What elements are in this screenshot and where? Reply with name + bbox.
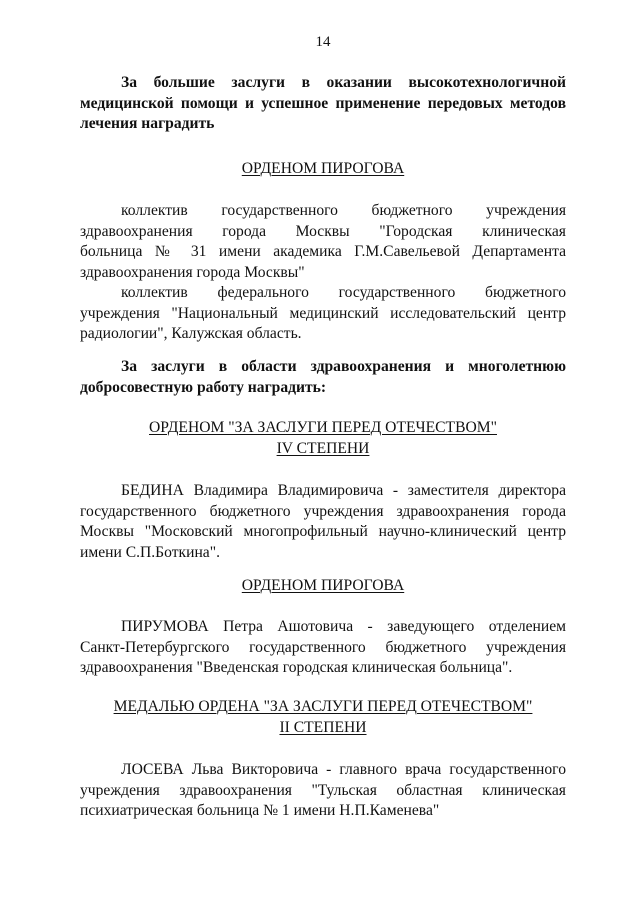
section1-intro-line: лечения наградить — [80, 115, 215, 132]
recipient-line: ЛОСЕВА Льва Викторовича - главного врача государственного — [121, 761, 566, 778]
recipient-line: учреждения здравоохранения "Тульская областная клиническая — [80, 781, 566, 799]
recipient-line: здравоохранения города Москвы" — [80, 263, 305, 281]
award-heading-medal-ii — [80, 697, 566, 738]
award-heading-degree: IV СТЕПЕНИ — [276, 439, 370, 457]
section2-recipient-bedin — [80, 481, 566, 563]
recipient-line: коллектив государственного бюджетного учреждения — [121, 202, 566, 219]
section2-intro — [80, 357, 566, 398]
page-number: 14 — [315, 34, 331, 50]
recipient-line: БЕДИНА Владимира Владимировича - заместителя директора — [121, 482, 566, 499]
recipient-line: учреждения "Национальный медицинский исследовательский центр — [80, 304, 566, 322]
recipient-line: радиологии", Калужская область. — [80, 325, 302, 342]
award-heading-text: ОРДЕНОМ "ЗА ЗАСЛУГИ ПЕРЕД ОТЕЧЕСТВОМ" — [149, 419, 497, 436]
recipient-line: психиатрическая больница № 1 имени Н.П.Каменева" — [80, 802, 440, 819]
recipient-line: имени С.П.Боткина". — [80, 543, 220, 561]
section1-intro-line: медицинской помощи и успешное применение передовых методов — [80, 94, 566, 112]
recipient-line: Москвы "Московский многопрофильный научно-клинический центр — [80, 523, 566, 540]
recipient-line: больница № 31 имени академика Г.М.Савельевой Департамента — [80, 243, 566, 260]
recipient-line: здравоохранения "Введенская городская клиническая больница". — [80, 659, 513, 676]
section2-recipient-losev — [80, 760, 566, 822]
recipient-line: государственного бюджетного учреждения здравоохранения города — [80, 502, 566, 520]
award-heading-text: ОРДЕНОМ ПИРОГОВА — [241, 577, 405, 594]
section2-intro-line: За заслуги в области здравоохранения и многолетнюю — [121, 358, 566, 375]
section2-intro-line: добросовестную работу наградить: — [80, 378, 327, 396]
section1-recipient1 — [80, 201, 566, 283]
award-heading-merit-iv — [80, 418, 566, 459]
recipient-line: здравоохранения города Москвы "Городская клиническая — [80, 222, 566, 240]
award-heading-degree: II СТЕПЕНИ — [279, 718, 367, 736]
award-heading-pirogov-2 — [80, 576, 566, 597]
award-heading-pirogov-1 — [80, 159, 566, 180]
recipient-line: коллектив федерального государственного бюджетного — [121, 284, 566, 301]
recipient-line: ПИРУМОВА Петра Ашотовича - заведующего отделением — [121, 618, 566, 635]
award-heading-text: ОРДЕНОМ ПИРОГОВА — [241, 160, 405, 177]
award-heading-text: МЕДАЛЬЮ ОРДЕНА "ЗА ЗАСЛУГИ ПЕРЕД ОТЕЧЕСТВОМ" — [113, 698, 533, 715]
section1-recipient2 — [80, 283, 566, 345]
recipient-line: Санкт-Петербургского государственного бюджетного учреждения — [80, 638, 566, 656]
section2-recipient-pirumov — [80, 617, 566, 679]
document-page — [80, 0, 566, 905]
section1-intro — [80, 73, 566, 135]
section1-intro-line: За большие заслуги в оказании высокотехнологичной — [121, 74, 566, 91]
